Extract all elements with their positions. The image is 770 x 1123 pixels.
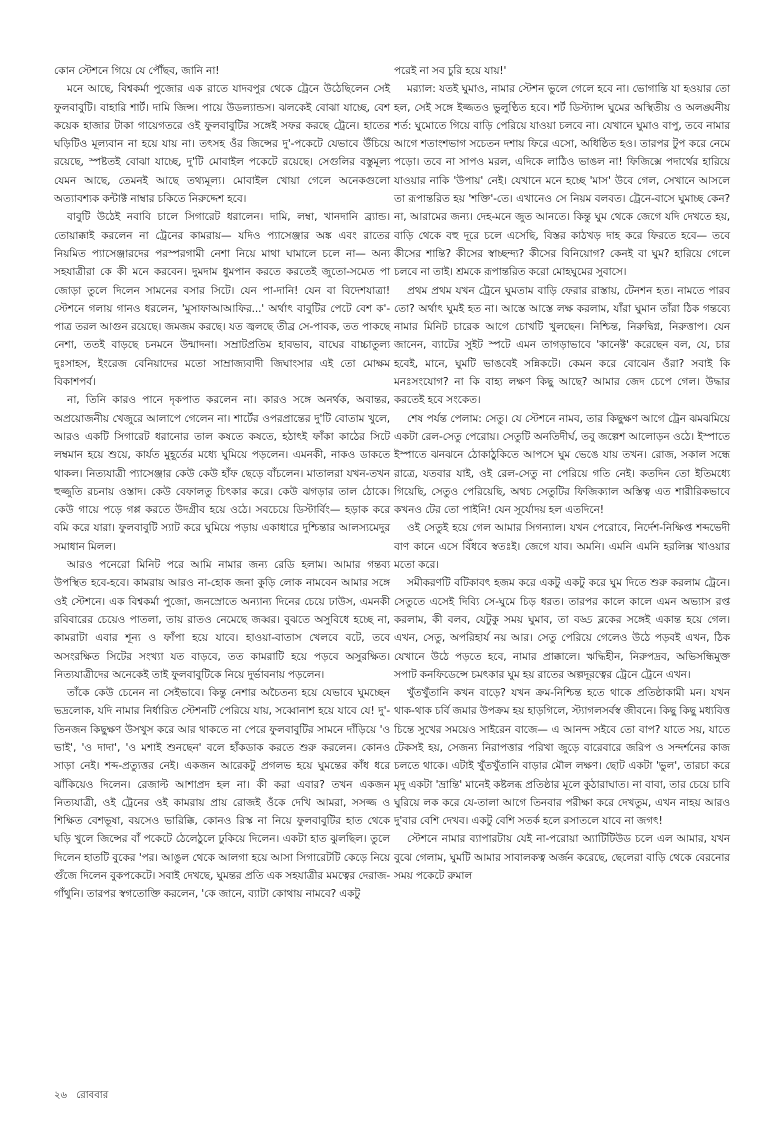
- paragraph: তাঁকে কেউ চেনেন না সেইভাবে। কিন্তু নেশার অচৈতন্য হয়ে যেভাবে ঘুমচ্ছেন ভদ্রলোক, যদি নামার নির্ধারিত স্টেশনটি পেরিয়ে যায়, সব্বোনাশ হয়ে যাবে যে! দু'-তিনজন কিছুক্ষণ উসখুস করে আর থাকতে না পেরে ফুলবাবুটির সামনে দাঁড়িয়ে 'ও ভাই', 'ও দাদা', 'ও মশাই শুনছেন' বলে হাঁকডাক করতে শুরু করলেন। কোনও সাড়া নেই। শব্দ-প্রত্যুত্তর নেই। একজন আরেকটু প্রগলভ হয়ে ঘুমন্তের কাঁধ ধরে ঝাঁকিয়েও দিলেন। রেজাল্ট আশাপ্রদ হল না। কী করা এবার? তখন একজন নিত্যযাত্রী, ওই ট্রেনের ওই কামরায় প্রায় রোজই ওঁকে দেখি আমরা, সসজ্জ ও শিক্ষিত বেশভূষা, বয়সেও ভারিক্কি, কোনও রিস্ক না নিয়ে ফুলবাবুটির হাত থেকে ঘড়ি খুলে জিন্সের বাঁ পকেটে ঠেলেঠুলে ঢুকিয়ে দিলেন। একটা হাত ঝুলছিল। তুলে দিলেন হাতটি বুকের 'পর। আঙুল থেকে আলগা হয়ে আসা সিগারেটটি কেড়ে নিয়ে গুঁজে দিলেন বুকপকেটে। সবাই দেখছে, ঘুমন্তর প্রতি এক সহযাত্রীর মমত্বের দেরাজ-গাঁথুনি। তারপর স্বগতোক্তি করলেন, 'কে জানে, ব্যাটা কোথায় নামবে? একটু: [54, 687, 390, 901]
- paragraph: ওই সেতুই হয়ে গেল আমার সিগন্যাল। যখন পেরোবে, নির্দেশ-নিক্ষিপ্ত শব্দভেদী বাণ কানে এসে বিঁধবে স্বতঃই। জেগে যাব। অমনি। এমনি এমনি হরলিক্স খাওয়ার মতো করে।: [394, 522, 730, 572]
- paragraph: আরও পনেরো মিনিট পরে আমি নামার জন্য রেডি হলাম। আমার গন্তব্য উপস্থিত হবে-হবে। কামরায় আরও না-হোক জনা কুড়ি লোক নামবেন আমার সঙ্গে ওই স্টেশনে। এক বিশ্বকর্মা পুজো, জনস্রোতে অন্যান্য দিনের চেয়ে ঢাউস, এমনকী রবিবারের চেয়েও পাতলা, তায় রাতও নেমেছে জব্বর। বুঝতে অসুবিধে হচ্ছে না, কামরাটা এবার শূন্য ও ফাঁপা হয়ে যাবে। হাওয়া-বাতাস খেলবে বটে, তবে অসংরক্ষিত সিটের সংখ্যা যত বাড়বে, তত কামরাটি হয়ে পড়বে অসুরক্ষিত। নিত্যযাত্রীদের অনেকেই তাই ফুলবাবুটিকে নিয়ে দুর্ভাবনায় পড়লেন।: [54, 559, 390, 681]
- paragraph: না, তিনি কারও পানে দৃকপাত করলেন না। কারও সঙ্গে অনর্থক, অবান্তর, অপ্রয়োজনীয় খেজুরে আলাপে গেলেন না। শার্টের ওপরপ্রান্তের দু'টি বোতাম খুলে, আরও একটি সিগারেট ধরানোর তাল কষতে কষতে, হঠাৎই ফাঁকা কাঠের সিটে লম্বমান হয়ে শুয়ে, কার্যত মুহূর্তের মধ্যে ঘুমিয়ে পড়লেন। এমনকী, নাকও ডাকতে থাকল। নিত্যযাত্রী প্যাসেঞ্জার কেউ কেউ হাঁফ ছেড়ে বাঁচলেন। মাতালরা যখন-তখন হুজ্জুতি রচনায় ওস্তাদ। কেউ বেফালতু চিৎকার করে। কেউ ঝগড়ার তাল ঠোকে। কেউ গায়ে পড়ে গপ্প করতে উদগ্রীব হয়ে ওঠে। সবচেয়ে ডিস্টার্বিং— হড়াক করে বমি করে যারা। ফুলবাবুটি স্যাট করে ঘুমিয়ে পড়ায় একাধারে দুশ্চিন্তার আলস্যমেদুর সমাধান মিলল।: [54, 394, 390, 553]
- paragraph: প্রথম প্রথম যখন ট্রেনে ঘুমতাম বাড়ি ফেরার রাস্তায়, টেনশন হত। নামতে পারব তো? অর্থাৎ ঘুমই হত না। আস্তে আস্তে লক্ষ করলাম, যাঁরা ঘুমান তাঁরা ঠিক গন্তব্যে নামার মিনিট চারেক আগে চোখটি খুলছেন। নিশ্চিন্ত, নিরুদ্বিগ্ন, নিরুত্তাপ। যেন জানেন, ব্যাটের সুইট স্পটে এমন তাগড়াভাবে 'কানেক্ট' করেছেন বল, যে, চার হবেই, মানে, ঘুমটি ভাঙবেই সন্নিকটে। কেমন করে বোঝেন ওঁরা? সবাই কি মনঃসংযোগ? না কি বাহ্য লক্ষণ কিছু আছে? আমার জেদ চেপে গেল। উদ্ধার করতেই হবে সংকেত।: [394, 284, 730, 407]
- paragraph: মর‍্যাল: যতই ঘুমাও, নামার স্টেশন ভুলে গেলে হবে না। ভোগান্তি যা হওয়ার তো হল, সেই সঙ্গে ইজ্জতও ভুলুণ্ঠিত হবে। শর্ট ডিস্ট্যান্স ঘুমের অস্থিতীয় ও অলঙ্ঘনীয় শর্ত: ঘুমোতে গিয়ে বাড়ি পেরিয়ে যাওয়া চলবে না। যেখানে ঘুমাও বাপু, তবে নামার আগে শতাংশভাগ সচেতন দশায় ফিরে এসো, অধিষ্ঠিত হও। তারপর টুপ করে নেমে পড়ো। তবে না সাপও মরল, এদিকে লাঠিও ভাঙল না! ফিজিক্সে পদার্থের হারিয়ে যাওয়ার নাকি 'উপায়' নেই। যেখানে মনে হচ্ছে 'মাস' উবে গেল, সেখানে আসলে তা রূপান্তরিত হয় 'শক্তি'-তে। এখানেও সে নিয়ম বলবত। ট্রেনে-বাসে ঘুমাচ্ছ কেন? না, আরামের জন্য। দেহ-মনে জুত আনতে। কিন্তু ঘুম থেকে জেগে যদি দেখতে হয়, বাড়ি থেকে বহু দূরে চলে এসেছি, বিস্তর কাঠখড় দাহ করে ফিরতে হবে— তবে কীসের শান্তি? কীসের স্বাচ্ছন্দ্য? কীসের বিনিয়োগ? কেনই বা ঘুম? হারিয়ে গেলে চলবে না তাই। শ্রমকে রূপান্তরিত করো মোহঘুমের সুবাসে।: [394, 83, 730, 279]
- right-text-column: [394, 62, 730, 885]
- paragraph: সমীকরণটি বটিকাবৎ হজম করে একটু একটু করে ঘুম দিতে শুরু করলাম ট্রেনে। সেতুতে এসেই দিব্যি সে-ঘুমে চিড় ধরত। তারপর কালে কালে এমন অভ্যাস রপ্ত করলাম, কী বলব, যেটুকু সময় ঘুমাব, তা বড্ড ব্লকের সঙ্গেই একান্ত হয়ে গেল। এখন, সেতু, অপরিহার্য নয় আর। সেতু পেরিয়ে গেলেও উঠে পড়বই এখন, ঠিক যেখানে উঠে পড়তে হবে, নামার প্রাক্কালে। ঋদ্ধিহীন, নিরুপদ্রব, অভিসন্ধিমুক্ত সপাট কনফিডেন্সে চমৎকার ঘুম হয় রাতের অল্পদূরত্বের ট্রেনে ট্রেনে এখন।: [394, 577, 730, 681]
- paragraph: কোন স্টেশনে গিয়ে যে পৌঁছব, জানি না!: [54, 65, 220, 77]
- paragraph: মনে আছে, বিশ্বকর্মা পুজোর এক রাতে যাদবপুর থেকে ট্রেনে উঠেছিলেন সেই ফুলবাবুটি। বাহারি শার্ট। দামি জিন্স। পায়ে উডল্যান্ডস। ঝলকেই বোঝা যাচ্ছে, বেশ কয়েক হাজার টাকা গায়েগতরে ওই ফুলবাবুটির সঙ্গেই সফর করছে ট্রেনে। হাতের ঘড়িটিও মূল্যবান না হয়ে যায় না। তৎসহ ওঁর জিন্সের দু'-পকেটে যেভাবে উঁচিয়ে রয়েছে, স্পষ্টতই বোঝা যাচ্ছে, দু'টি মোবাইল পকেটে রয়েছে। সেগুলির বস্তুমূল্য যেমন আছে, তেমনই আছে তথ্যমূল্য। মোবাইল খোয়া গেলে অনেকগুলো অত্যাবশ্যক কন্টাক্ট নাম্বার চকিতে নিরুদ্দেশ হবে।: [54, 83, 390, 206]
- paragraph: স্টেশনে নামার ব্যাপারটায় যেই না-পরোয়া অ্যাটিটিউড চলে এল আমার, যখন বুঝে গেলাম, ঘুমটি আমার সাবালকত্ব অর্জন করেছে, ছেলেরা বাড়ি থেকে বেরনোর সময় পকেটে রুমাল: [394, 833, 730, 883]
- paragraph: পরেই না সব চুরি হয়ে যায়!': [394, 65, 507, 77]
- page-footer: [54, 1088, 114, 1105]
- paragraph: বাবুটি উঠেই নবাবি চালে সিগারেট ধরালেন। দামি, লম্বা, খানদানি ব্র্যান্ড। তোয়াক্কাই করলেন না ট্রেনের কামরায়— যদিও প্যাসেঞ্জার অঙ্ক এবং রাতের নিয়মিত প্যাসেঞ্জারদের পরস্পরগামী নেশা নিয়ে মাথা ঘামালে চলে না— অন্য সহযাত্রীরা কে কী মনে করবেন। দুমদাম ধুমপান করতে করতেই জুতো-সমেত পা জোড়া তুলে দিলেন সামনের বসার সিটে। যেন পা-দানি! যেন বা বিদেশযাত্রা! স্টেশনে গলায় গানও ধরলেন, 'মুসাফাআআফির...' অর্থাৎ বাবুটির পেটে বেশ ক'-পাত্র তরল আগুন রয়েছে। জমজম করছে। যত জ্বলছে তীব্র সে-পাবক, তত পাকছে নেশা, ততই বাড়ছে চনমনে উন্মাদনা। সম্রাটপ্রতিম হাবভাব, বাঘের বাচ্চাতুল্য দুঃসাহস, ইংরেজ বেনিয়াদের মতো সাম্রাজ্যবাদী জিঘাংসার এই তো মোক্ষম বিকাশপর্ব।: [54, 211, 390, 389]
- paragraph: শেষ পর্যন্ত পেলাম: সেতু। যে স্টেশনে নামব, তার কিছুক্ষণ আগে ট্রেন ঝমঝমিয়ে একটা রেল-সেতু পেরোয়। সেতুটি অনতিদীর্ঘ, তবু জল্পেশ আলোড়ন ওঠে। ইস্পাতে ইস্পাতে ঝনঝনে ঠোকাঠুকিতে আপসে ঘুম ভেঙে যায় তখন। রোজ, সকাল সন্ধে রাত্রে, যতবার যাই, ওই রেল-সেতু না পেরিয়ে গতি নেই। কতদিন তো ইতিমধ্যে গিয়েছি, সেতুও পেরিয়েছি, অথচ সেতুটির ফিজিক্যাল অস্তিত্ব এত শারীরিকভাবে কখনও টের তো পাইনি! যেন সূর্যোদয় হল এতদিনে!: [394, 412, 730, 517]
- publication-name: রোববার: [76, 1090, 109, 1101]
- paragraph: খুঁতখুঁতানি কখন বাড়ে? যখন ক্রম-নিশ্চিন্ত হতে থাকে প্রতিষ্ঠাকামী মন। যখন থাক-থাক চর্বি জমার উপক্রম হয় হাড়গিলে, স্ট্যাগলসর্বস্ব জীবনে। কিছু কিছু মধ্যবিত্ত চিন্তে সুখের সময়েও সাইরেন বাজে— এ আনন্দ সইবে তো বাপ? যাতে সয়, যাতে টেকসই হয়, সেজন্য নিরাপত্তার পরিখা জুড়ে বারেবারে জরিপ ও সন্দর্শনের কাজ চলতে থাকে। এটাই খুঁতখুঁতানি বাড়ার মৌল লক্ষণ। ছোট একটা 'ভুল', তারচা করে মৃদু একটা 'ভ্রান্তি' মানেই কষ্টলব্ধ প্রতিষ্ঠার মূলে কুঠারাঘাত। না বাবা, তার চেয়ে চাবি ঘুরিয়ে লক করে যে-তালা আগে তিনবার পরীক্ষা করে দেখতুম, এখন নাহয় আরও দু'বার বেশি দেখব। একটু বেশি সতর্ক হলে রসাতলে যাবে না জগৎ!: [394, 687, 730, 828]
- left-text-column: [54, 62, 390, 904]
- page-number: ২৬: [54, 1090, 68, 1101]
